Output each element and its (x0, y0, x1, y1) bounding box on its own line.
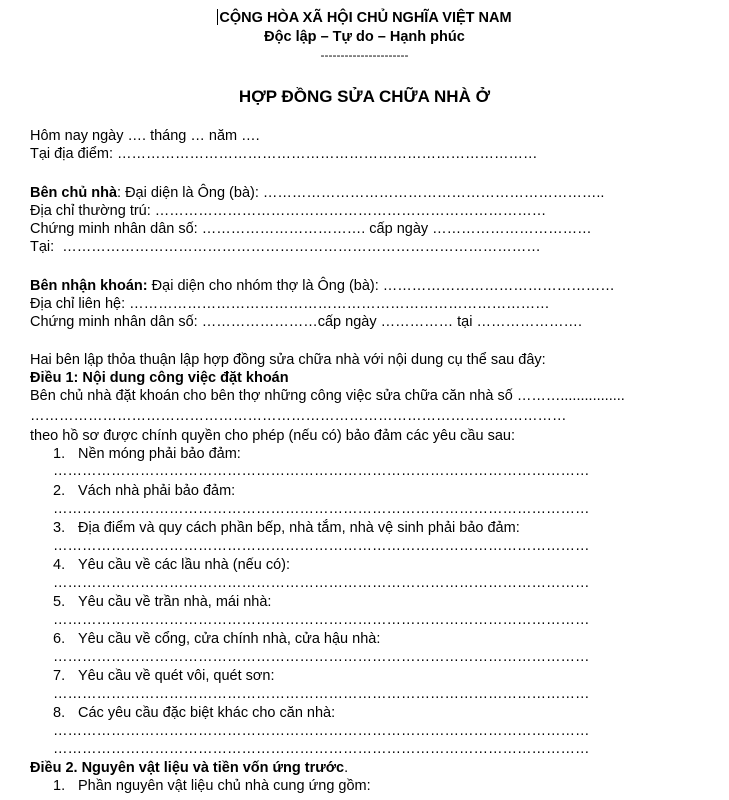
heading-rule: ---------------------- (320, 48, 409, 62)
req-text: Yêu cầu về trần nhà, mái nhà: (78, 594, 272, 610)
req-dots: ………………………………………………………………………………………………… (53, 501, 590, 517)
req-dots: ………………………………………………………………………………………………… (53, 723, 590, 739)
req-num: 6. (53, 631, 66, 647)
motto: Độc lập – Tự do – Hạnh phúc (264, 29, 465, 45)
contractor-address: Địa chỉ liên hệ: …………………………………………………………………………… (30, 296, 550, 312)
article1-title: : Nội dung công việc đặt khoán (73, 370, 289, 386)
req-dots: ………………………………………………………………………………………………… (53, 612, 590, 628)
req-num: 1. (53, 446, 66, 462)
article2-item-text: Phần nguyên vật liệu chủ nhà cung ứng gồm: (78, 778, 371, 794)
owner-at: Tại: ……………………………………………………………………………………… (30, 239, 541, 255)
contractor-label: Bên nhận khoán: (30, 278, 148, 294)
req-num: 4. (53, 557, 66, 573)
article2-title: Điều 2. Nguyên vật liệu và tiền vốn ứng trước (30, 760, 345, 776)
req-num: 8. (53, 705, 66, 721)
contractor-id: Chứng minh nhân dân số: ……………………cấp ngày …………… tại …………………. (30, 314, 583, 330)
article1-dots: ………………………………………………………………………………………………… (30, 408, 567, 424)
article1-cont: theo hồ sơ được chính quyền cho phép (nếu có) bảo đảm các yêu cầu sau: (30, 428, 515, 444)
owner-rep: : Đại diện là Ông (bà): …………………………………………………………….. (117, 185, 605, 201)
req-dots: ………………………………………………………………………………………………… (53, 649, 590, 665)
country-text: CỘNG HÒA XÃ HỘI CHỦ NGHĨA VIỆT NAM (219, 10, 512, 26)
req-num: 2. (53, 483, 66, 499)
article2-period: . (344, 760, 349, 776)
req-num: 7. (53, 668, 66, 684)
place-line: Tại địa điểm: …………………………………………………………………………… (30, 146, 538, 162)
agreement-intro: Hai bên lập thỏa thuận lập hợp đồng sửa chữa nhà với nội dung cụ thể sau đây: (30, 352, 546, 368)
country-heading (0, 9, 729, 27)
contractor-rep: Đại diện cho nhóm thợ là Ông (bà): ………………………………………… (147, 278, 615, 294)
req-num: 3. (53, 520, 66, 536)
req-text: Yêu cầu về cổng, cửa chính nhà, cửa hậu nhà: (78, 631, 381, 647)
req-text: Địa điểm và quy cách phần bếp, nhà tắm, nhà vệ sinh phải bảo đảm: (78, 520, 520, 536)
owner-line (30, 185, 604, 202)
owner-address: Địa chỉ thường trú: ……………………………………………………………………… (30, 203, 547, 219)
req-dots: ………………………………………………………………………………………………… (53, 686, 590, 702)
req-dots: ………………………………………………………………………………………………… (53, 741, 590, 757)
req-text: Yêu cầu về các lầu nhà (nếu có): (78, 557, 290, 573)
req-dots: ………………………………………………………………………………………………… (53, 538, 590, 554)
article2-item-num: 1. (53, 778, 66, 794)
contractor-line (30, 278, 615, 295)
owner-label: Bên chủ nhà (30, 185, 118, 201)
req-text: Nền móng phải bảo đảm: (78, 446, 241, 462)
date-line: Hôm nay ngày …. tháng … năm …. (30, 128, 260, 144)
req-num: 5. (53, 594, 66, 610)
article1-heading (30, 370, 289, 387)
req-text: Yêu cầu về quét vôi, quét sơn: (78, 668, 275, 684)
article1-label: Điều 1 (30, 370, 74, 386)
article1-text: Bên chủ nhà đặt khoán cho bên thợ những công việc sửa chữa căn nhà số ………................ (30, 388, 625, 404)
req-text: Vách nhà phải bảo đảm: (78, 483, 236, 499)
document-title: HỢP ĐỒNG SỬA CHỮA NHÀ Ở (238, 87, 491, 106)
req-text: Các yêu cầu đặc biệt khác cho căn nhà: (78, 705, 336, 721)
article2-heading (30, 760, 348, 777)
req-dots: ………………………………………………………………………………………………… (53, 463, 590, 479)
owner-id: Chứng minh nhân dân số: ……………………………. cấp ngày …………………………… (30, 221, 592, 237)
req-dots: ………………………………………………………………………………………………… (53, 575, 590, 591)
